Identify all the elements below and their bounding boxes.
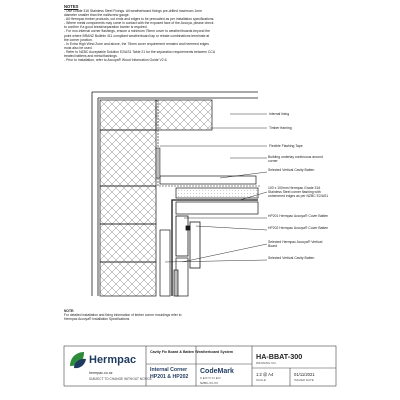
- bottom-note: [64, 309, 264, 321]
- stud-corner: [100, 130, 156, 186]
- label-hp202: HP202 Hermpac Accoya® Cover Batten: [268, 226, 329, 230]
- hp201-cover-batten: [176, 216, 188, 256]
- accoya-board-horizontal: [176, 202, 258, 214]
- bottom-note-title: NOTE:: [64, 309, 75, 313]
- drawing-number: HA-BBAT-300: [256, 352, 303, 361]
- vertical-boards: [174, 258, 188, 296]
- label-hp202-box: [268, 226, 330, 236]
- accoya-vertical-board-2: [174, 270, 178, 296]
- hermpac-leaf-logo-icon: [70, 352, 86, 368]
- codemark-logo-icon: [200, 368, 234, 375]
- stud-side-3: [100, 262, 156, 296]
- note-line: - In Extra High Wind Zone and above, the 75mm cover requirement remains and hemmed edges: [64, 41, 209, 46]
- bottom-note-line: For detailed installation and fixing information of timber corner mouldings refer to: [64, 313, 182, 317]
- hp202-cover-batten: [190, 222, 200, 268]
- note-line: - Use Grade 316 Stainless Steel Fixings. All weatherboard fixings pre-drilled maximum 1mm: [64, 9, 202, 13]
- bottom-note-line: Hermpac Accoya® Installation Specifications: [64, 317, 130, 321]
- drawing-label: DRAWING NO.: [256, 361, 277, 365]
- stud-side-1: [100, 186, 156, 224]
- screw-fixing: [186, 226, 190, 230]
- note-line: must also be used.: [64, 45, 93, 50]
- note-line: point where BRANZ Bulletin 411 compliant weatherboard lap or rebate combinations terminate at: [64, 33, 210, 38]
- issued-date: 01/11/2021: [294, 372, 315, 377]
- stud-top-1: [100, 100, 156, 130]
- note-line: - Where metal components may come in contact with the exposed face of the Accoya, please check: [64, 21, 214, 26]
- vertical-cavity-batten-top: [160, 176, 256, 184]
- note-line: - All Hermpac timber products, cut ends and edges to be precoated as per installation specifications.: [64, 17, 215, 22]
- label-cavity-batten-1: Selected Vertical Cavity Batten: [268, 168, 315, 172]
- accoya-board-horizontal-back: [176, 188, 258, 198]
- label-hp201: HP201 Hermpac Accoya® Cover Batten: [268, 214, 329, 218]
- label-vertical-board: Selected Hermpac Accoya® Vertical Board: [268, 240, 323, 248]
- brand-website[interactable]: hermpac.co.nz: [89, 371, 113, 375]
- brand-name: Hermpac: [89, 354, 137, 366]
- label-flexible-flashing-tape: Flexible Flashing Tape: [269, 144, 303, 148]
- vertical-cavity-batten-side: [160, 230, 170, 296]
- note-line: the corner junction.: [64, 37, 93, 42]
- label-corner-flashing-box: [268, 186, 330, 212]
- note-line: to confirm if a good break/separation barrier is required.: [64, 25, 148, 30]
- notes-title: NOTES: [64, 4, 79, 9]
- cert-number: NZBC-XX-XX: [200, 381, 219, 385]
- flexible-flashing-tape: [156, 148, 160, 178]
- label-corner-flashing: 100 x 100mm Hermpac Grade 316 Stainless Steel corner flashing with unhemmed edges as per NZBC E2/AS1: [268, 186, 329, 198]
- note-line: treated battens and metal flashings.: [64, 54, 118, 59]
- scale-label: SCALE: [256, 378, 266, 382]
- stud-top-2: [156, 100, 212, 130]
- label-building-underlay-box: [268, 155, 330, 167]
- certifier-name: CodeMark: [200, 368, 234, 375]
- note-line: diameter smaller than the nail/screw gauge.: [64, 13, 130, 18]
- horizontal-boards: [176, 188, 258, 214]
- label-cavity-batten-2-box: [268, 256, 330, 266]
- label-building-underlay: Building underlay continuous around corner: [268, 155, 323, 163]
- detail-sub: HP201 & HP202: [150, 374, 189, 380]
- brand-disclaimer: SUBJECT TO CHANGE WITHOUT NOTICE: [89, 377, 152, 381]
- note-line: - Refer to NZBC Acceptable Solution E2/AS1 Table 21 for the separation requirements between CCA: [64, 49, 216, 54]
- detail-name: Internal Corner: [150, 367, 188, 373]
- label-vertical-board-box: [268, 240, 330, 250]
- label-timber-framing: Timber framing: [269, 126, 292, 130]
- label-cavity-batten-1-box: [268, 168, 330, 178]
- label-cavity-batten-2: Selected Vertical Cavity Batten: [268, 256, 315, 260]
- system-name: Cavity Fix Board & Batten Weatherboard System: [150, 350, 234, 354]
- callout-labels: [268, 112, 330, 266]
- issued-date-label: ISSUED DATE: [294, 378, 314, 382]
- label-internal-lining: Internal lining: [269, 112, 290, 116]
- label-hp201-box: [268, 214, 330, 224]
- scale-value: 1:2 @ A4: [256, 372, 274, 377]
- stud-side-2: [100, 224, 156, 262]
- note-line: - Prior to installation, refer to Accoya® Wood Information Guide V2.6.: [64, 58, 168, 63]
- note-line: - For non-internal corner flashings, ensure a minimum 75mm cover to weather/boards beyond the: [64, 29, 211, 34]
- certifier-sub: CERTIFIED: [200, 376, 222, 380]
